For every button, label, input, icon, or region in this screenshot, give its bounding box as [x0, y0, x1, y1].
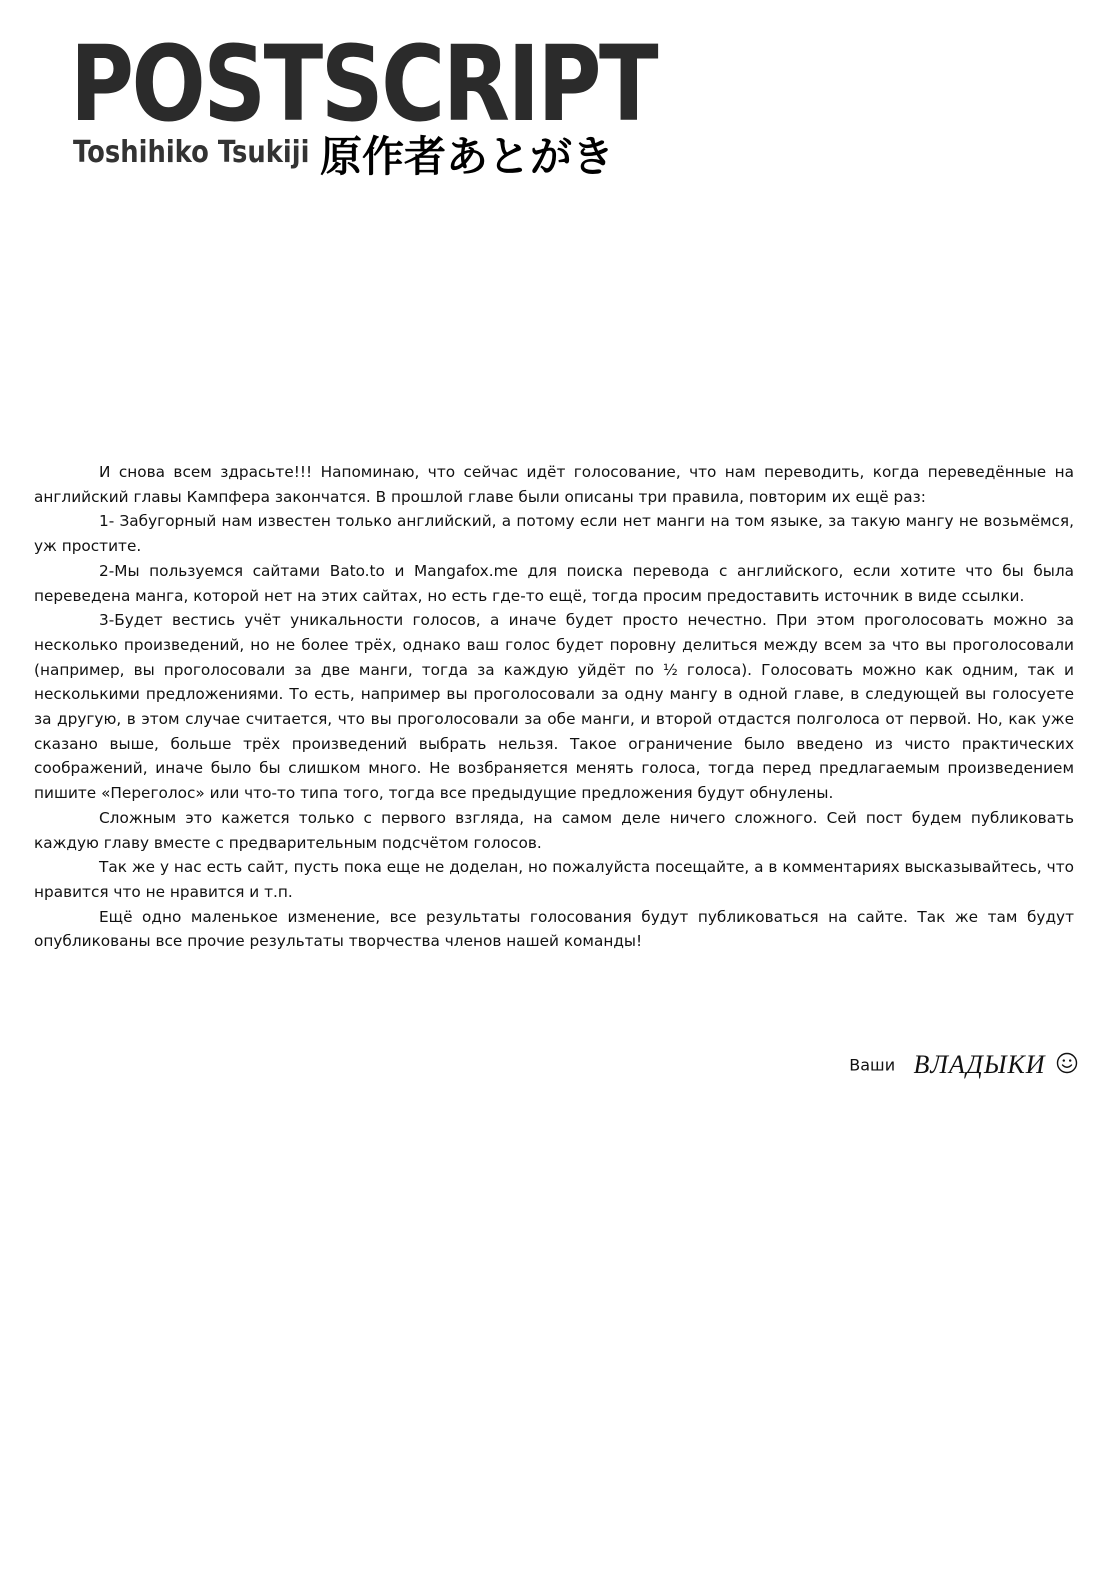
paragraph-results: Ещё одно маленькое изменение, все результаты голосования будут публиковаться на сайте. Так же там будут опубликованы все прочие результаты творчества членов нашей команды! — [34, 907, 1074, 951]
paragraph-rule-2: 2-Мы пользуемся сайтами Bato.to и Mangafox.me для поиска перевода с английского, если хотите что бы была переведена манга, которой нет на этих сайтах, но есть где-то ещё, тогда просим предоставить источник в виде ссылки. — [34, 561, 1074, 605]
paragraph-intro: И снова всем здрасьте!!! Напоминаю, что сейчас идёт голосование, что нам переводить, когда переведённые на английский главы Кампфера закончатся. В прошлой главе были описаны три правила, повторим их ещё раз: — [34, 463, 1074, 506]
announcement-text — [34, 460, 1074, 954]
page-title: POSTSCRIPT — [70, 23, 657, 145]
paragraph-rule-3: 3-Будет вестись учёт уникальности голосов, а иначе будет просто нечестно. При этом проголосовать можно за несколько произведений, но не более трёх, однако ваш голос будет поровну делиться между всем за что вы проголосовали (например, вы проголосовали за две манги, тогда за каждую уйдёт по ½ голоса). Голосовать можно как одним, так и несколькими предложениями. То есть, например вы проголосовали за одну мангу в одной главе, в следующей вы голосуете за другую, в этом случае считается, что вы проголосовали за обе манги, и второй отдастся полголоса от первой. Но, как уже сказано выше, больше трёх произведений выбрать нельзя. Такое ограничение было введено из чисто практических соображений, иначе было бы слишком много. Не возбраняется менять голоса, тогда перед предлагаемым произведением пишите «Переголос» или что-то типа того, тогда все предыдущие предложения будут обнулены. — [34, 611, 1074, 803]
signature-name: ВЛАДЫКИ — [913, 1050, 1046, 1079]
author-name: Toshihiko Tsukiji — [73, 135, 310, 170]
signature — [849, 1050, 1078, 1080]
paragraph-rule-1: 1- Забугорный нам известен только английский, а потому если нет манги на том языке, за такую мангу не возьмёмся, уж простите. — [34, 512, 1074, 556]
signature-prefix: Ваши — [849, 1055, 896, 1075]
paragraph-complexity: Сложным это кажется только с первого взгляда, на самом деле ничего сложного. Сей пост будем публиковать каждую главу вместе с предварительным подсчётом голосов. — [34, 808, 1074, 852]
paragraph-website: Так же у нас есть сайт, пусть пока еще не доделан, но пожалуйста посещайте, а в комментариях высказывайтесь, что нравится что не нравится и т.п. — [34, 858, 1074, 901]
postscript-header — [70, 23, 657, 186]
japanese-subtitle: 原作者あとがき — [320, 132, 615, 181]
smiley-icon — [1056, 1052, 1078, 1079]
